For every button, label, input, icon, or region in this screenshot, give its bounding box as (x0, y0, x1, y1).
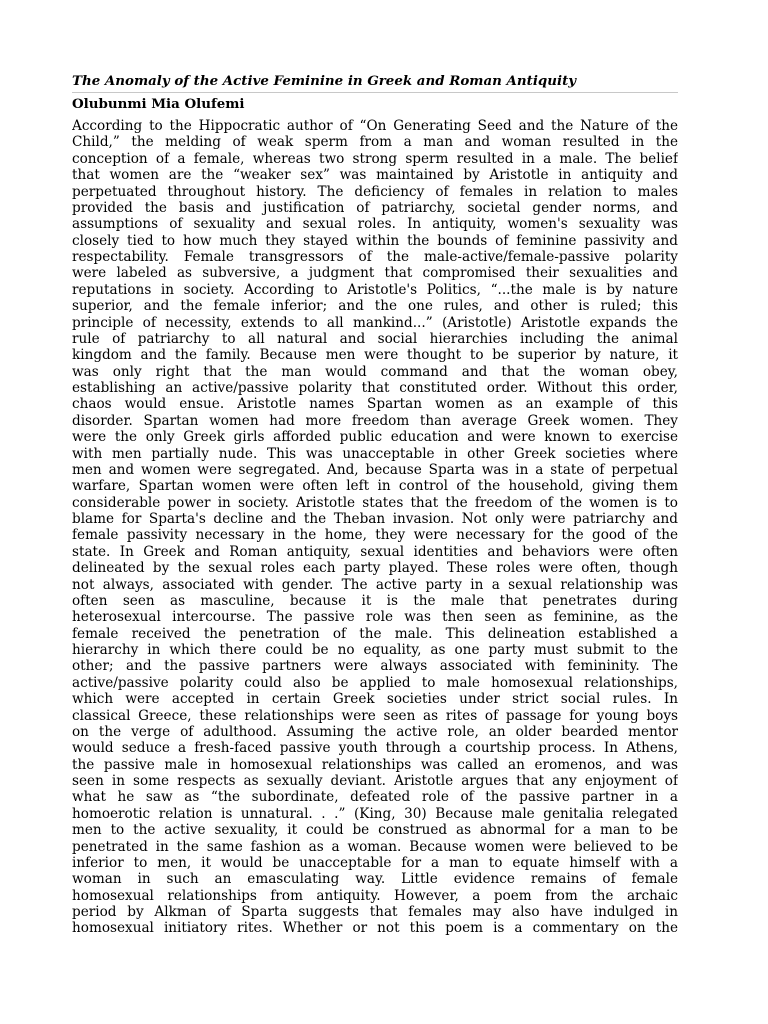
body-line: state. In Greek and Roman antiquity, sexual identities and behaviors were often (72, 543, 678, 560)
body-line: would seduce a fresh-faced passive youth through a courtship process. In Athens, (72, 740, 678, 757)
body-line: heterosexual intercourse. The passive role was then seen as feminine, as the (72, 609, 678, 626)
body-line: perpetuated throughout history. The deficiency of females in relation to males (72, 183, 678, 200)
body-line: female received the penetration of the male. This delineation established a (72, 625, 678, 642)
document-page (72, 72, 678, 937)
body-line: on the verge of adulthood. Assuming the active role, an older bearded mentor (72, 723, 678, 740)
body-line: with men partially nude. This was unacceptable in other Greek societies where (72, 445, 678, 462)
body-line: kingdom and the family. Because men were thought to be superior by nature, it (72, 347, 678, 364)
body-line: were labeled as subversive, a judgment that compromised their sexualities and (72, 265, 678, 282)
body-line: homosexual initiatory rites. Whether or not this poem is a commentary on the (72, 920, 678, 937)
body-line: respectability. Female transgressors of the male-active/female-passive polarity (72, 249, 678, 265)
body-line: were the only Greek girls afforded public education and were known to exercise (72, 429, 678, 446)
body-line: provided the basis and justification of patriarchy, societal gender norms, and (72, 199, 678, 216)
body-line: superior, and the female inferior; and the one rules, and other is ruled; this (72, 298, 678, 315)
body-line: other; and the passive partners were always associated with femininity. The (72, 658, 678, 675)
body-line: rule of patriarchy to all natural and social hierarchies including the animal (72, 330, 678, 347)
body-line: men and women were segregated. And, because Sparta was in a state of perpetual (72, 461, 678, 478)
body-line: woman in such an emasculating way. Little evidence remains of female (72, 871, 678, 888)
body-line: disorder. Spartan women had more freedom than average Greek women. They (72, 412, 678, 429)
document-author: Olubunmi Mia Olufemi (72, 96, 245, 112)
body-line: homosexual relationships from antiquity. However, a poem from the archaic (72, 887, 678, 904)
body-line: seen in some respects as sexually deviant. Aristotle argues that any enjoyment of (72, 773, 678, 789)
body-line: warfare, Spartan women were often left in control of the household, giving them (72, 478, 678, 495)
body-line: that women are the “weaker sex” was maintained by Aristotle in antiquity and (72, 167, 678, 184)
body-line: According to the Hippocratic author of “On Generating Seed and the Nature of the (72, 118, 678, 134)
body-line: conception of a female, whereas two strong sperm resulted in a male. The belief (72, 150, 678, 167)
body-line: active/passive polarity could also be applied to male homosexual relationships, (72, 674, 678, 691)
document-body (72, 118, 678, 937)
body-line: classical Greece, these relationships were seen as rites of passage for young boys (72, 707, 678, 724)
body-line: Child,” the melding of weak sperm from a man and woman resulted in the (72, 134, 678, 151)
body-line: establishing an active/passive polarity that constituted order. Without this order, (72, 380, 678, 396)
body-line: period by Alkman of Sparta suggests that females may also have indulged in (72, 904, 678, 920)
body-line: which were accepted in certain Greek societies under strict social rules. In (72, 691, 678, 708)
body-line: inferior to men, it would be unacceptable for a man to equate himself with a (72, 854, 678, 871)
body-line: homoerotic relation is unnatural. . .” (King, 30) Because male genitalia relegated (72, 805, 678, 822)
body-line: men to the active sexuality, it could be construed as abnormal for a man to be (72, 822, 678, 839)
body-line: delineated by the sexual roles each party played. These roles were often, though (72, 560, 678, 577)
body-line: blame for Sparta's decline and the Theban invasion. Not only were patriarchy and (72, 511, 678, 527)
body-line: chaos would ensue. Aristotle names Spartan women as an example of this (72, 396, 678, 413)
body-line: principle of necessity, extends to all mankind...” (Aristotle) Aristotle expands the (72, 314, 678, 331)
body-line: what he saw as “the subordinate, defeated role of the passive partner in a (72, 789, 678, 806)
body-line: female passivity necessary in the home, they were necessary for the good of the (72, 527, 678, 544)
body-line: was only right that the man would command and that the woman obey, (72, 363, 678, 380)
body-line: not always, associated with gender. The active party in a sexual relationship was (72, 576, 678, 593)
body-line: the passive male in homosexual relationships was called an eromenos, and was (72, 756, 678, 773)
document-title: The Anomaly of the Active Feminine in Greek and Roman Antiquity (72, 72, 678, 93)
body-line: penetrated in the same fashion as a woman. Because women were believed to be (72, 838, 678, 855)
body-line: considerable power in society. Aristotle states that the freedom of the women is to (72, 494, 678, 511)
body-line: reputations in society. According to Aristotle's Politics, “...the male is by nature (72, 281, 678, 298)
body-line: hierarchy in which there could be no equality, as one party must submit to the (72, 642, 678, 658)
body-line: closely tied to how much they stayed within the bounds of feminine passivity and (72, 232, 678, 249)
body-line: assumptions of sexuality and sexual roles. In antiquity, women's sexuality was (72, 216, 678, 233)
body-line: often seen as masculine, because it is the male that penetrates during (72, 592, 678, 609)
